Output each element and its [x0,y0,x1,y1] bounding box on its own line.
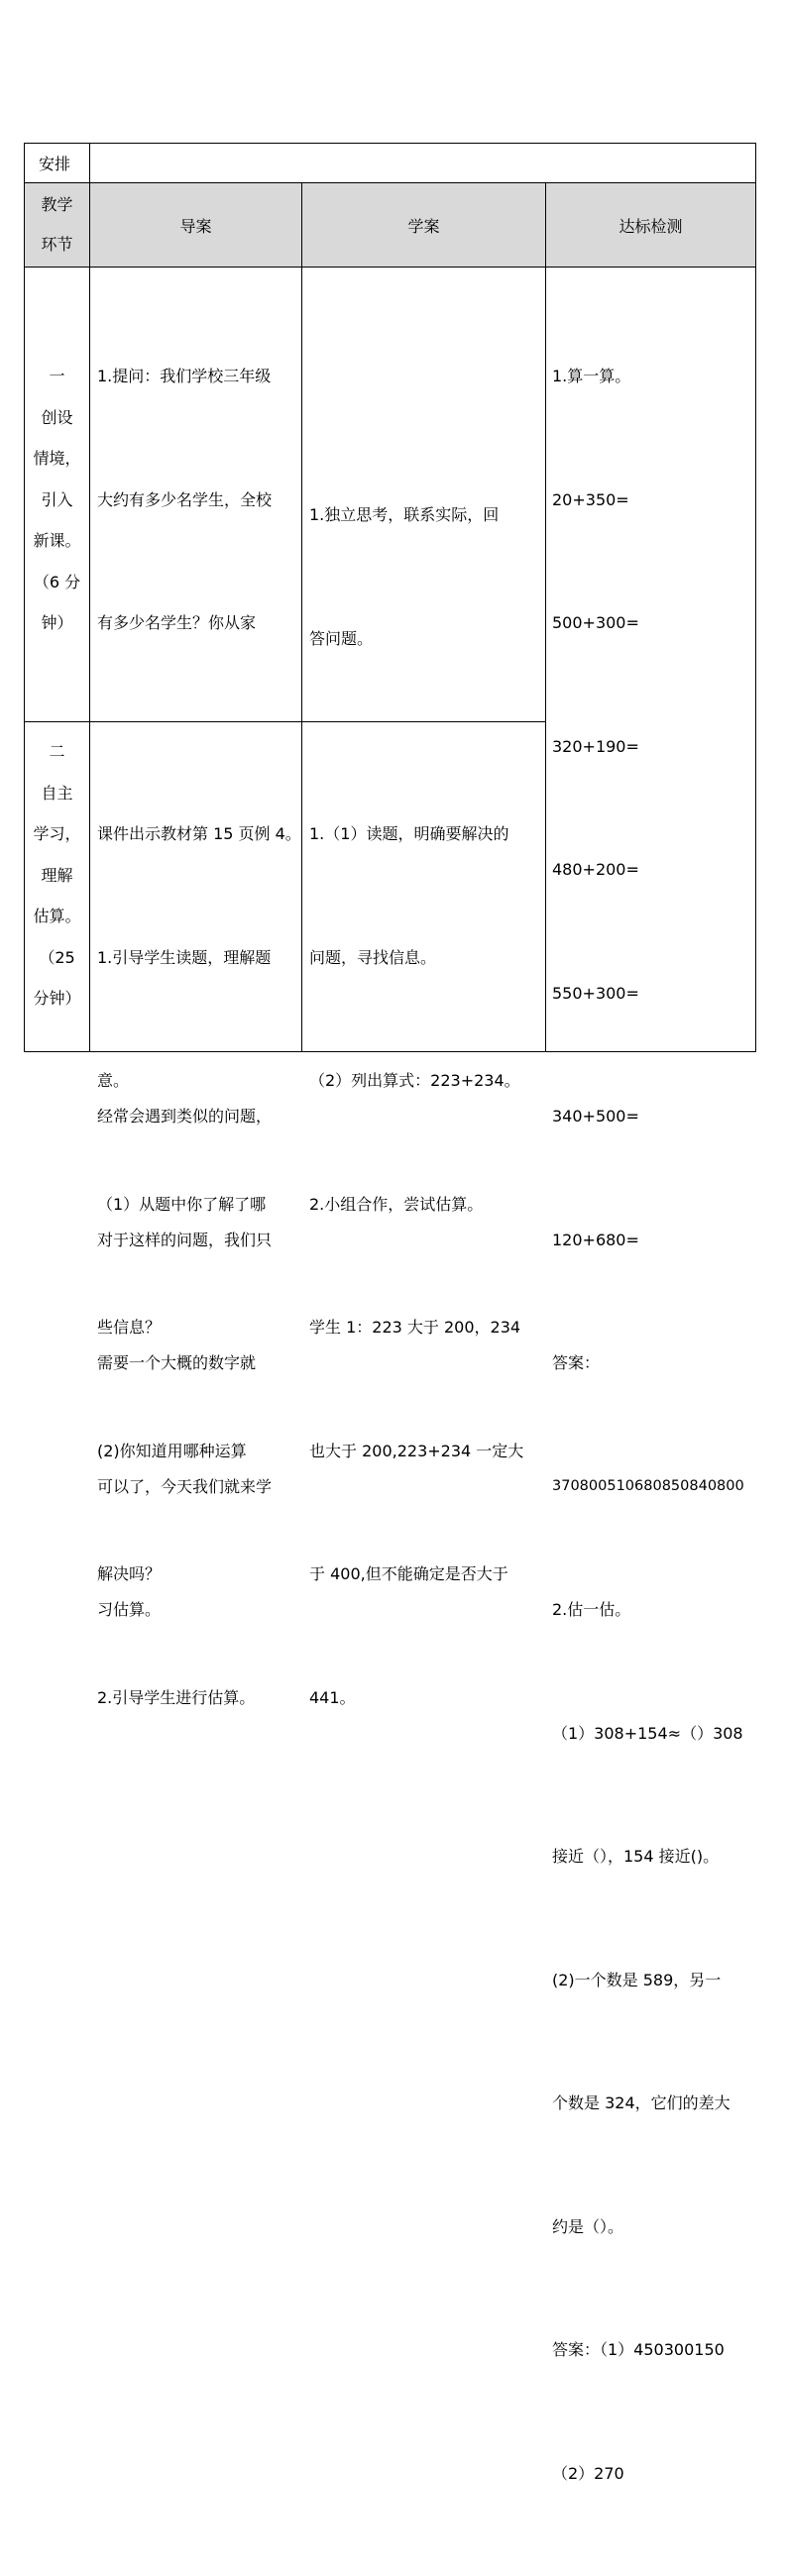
check-line: 550+300= [552,983,639,1003]
guide1-line: 1.提问：我们学校三年级 [97,367,272,385]
check-line: 约是（）。 [552,2216,624,2236]
stage2-line: 学习， [33,824,81,843]
stage2-line: 估算。 [33,907,81,925]
guide1-line: 对于这样的问题，我们只 [97,1230,273,1249]
check-cell [545,267,756,2483]
study2-line: 也大于 200,223+234 一定大 [309,1441,524,1460]
study2-line: （2）列出算式：223+234。 [309,1071,520,1090]
check-line: 接近（），154 接近()。 [552,1847,720,1866]
check-line: （1）308+154≈（）308 [552,1723,743,1743]
stage1-line: （6 分 [33,572,81,591]
stage1-line: 一 [49,367,65,385]
guide2-line: （1）从题中你了解了哪 [97,1194,267,1214]
header-stage-line2: 环节 [41,235,73,254]
stage1-cell [24,267,90,722]
stage1-line: 新课。 [33,531,81,550]
study2-line: 441。 [309,1687,356,1707]
guide2-text [97,731,301,1800]
guide2-line: 意。 [97,1071,130,1090]
study2-line: 问题，寻找信息。 [309,947,437,967]
header-stage-line1: 教学 [41,195,73,214]
stage2-line: 自主 [41,783,73,803]
guide2-line: 1.引导学生读题，理解题 [97,947,272,967]
check-line: 答案： [552,1353,601,1372]
guide2-line: 2.引导学生进行估算。 [97,1687,256,1707]
check-line: 1.算一算。 [552,367,631,385]
study1-line: 1.独立思考，联系实际，回 [309,505,500,524]
header-guide: 导案 [179,216,212,236]
stage2-line: 二 [49,742,65,761]
stage1-line: 创设 [41,407,73,427]
check-line: 120+680= [552,1230,639,1249]
check-line: 个数是 324，它们的差大 [552,2093,731,2112]
study2-line: 1.（1）读题，明确要解决的 [309,824,509,843]
guide1-line: 大约有多少名学生，全校 [97,489,273,509]
header-check-cell [545,182,756,268]
check-line: 500+300= [552,613,639,632]
check-line: (2)一个数是 589，另一 [552,1970,722,1989]
stage2-line: 分钟） [33,989,81,1008]
study1-cell [301,267,546,722]
check-line: 370800510680850840800 [552,1477,744,1494]
check-line: （2）270 [552,2463,624,2483]
guide2-line: 课件出示教材第 15 页例 4。 [97,824,301,843]
stage1-line: 情境， [33,449,81,468]
study2-cell [301,721,546,1707]
header-check: 达标检测 [618,216,683,236]
guide1-line: 有多少名学生？你从家 [97,613,257,632]
check-text [552,273,755,2576]
stage1-line: 引入 [41,489,73,509]
header-guide-cell [89,182,302,268]
study2-line: 于 400,但不能确定是否大于 [309,1564,508,1583]
guide2-line: 些信息？ [97,1318,162,1337]
stage1-line: 钟） [41,613,73,632]
guide1-line: 需要一个大概的数字就 [97,1353,257,1372]
arrange-value-cell [89,143,756,183]
study2-line: 学生 1：223 大于 200，234 [309,1318,521,1337]
arrange-label: 安排 [39,155,71,173]
guide1-line: 经常会遇到类似的问题， [97,1107,273,1126]
study2-text [309,731,545,1800]
guide2-line: (2)你知道用哪种运算 [97,1441,247,1460]
stage2-line: 理解 [41,865,73,885]
header-stage-cell [24,182,90,268]
check-line: 2.估一估。 [552,1600,631,1619]
check-line: 480+200= [552,860,639,879]
check-line: 340+500= [552,1107,639,1126]
check-line: 答案：（1）450300150 [552,2340,725,2359]
arrange-label-cell [24,143,90,183]
header-study: 学案 [407,216,440,236]
header-study-cell [301,182,546,268]
guide1-line: 习估算。 [97,1600,162,1619]
stage2-cell [24,721,90,1052]
guide1-line: 可以了，今天我们就来学 [97,1476,273,1496]
study1-line: 答问题。 [309,628,374,648]
study2-line: 2.小组合作，尝试估算。 [309,1194,484,1214]
lesson-plan-table [24,143,756,2483]
check-line: 20+350= [552,489,629,509]
guide2-line: 解决吗？ [97,1564,162,1583]
stage2-line: （25 [39,947,75,967]
check-line: 320+190= [552,736,639,756]
